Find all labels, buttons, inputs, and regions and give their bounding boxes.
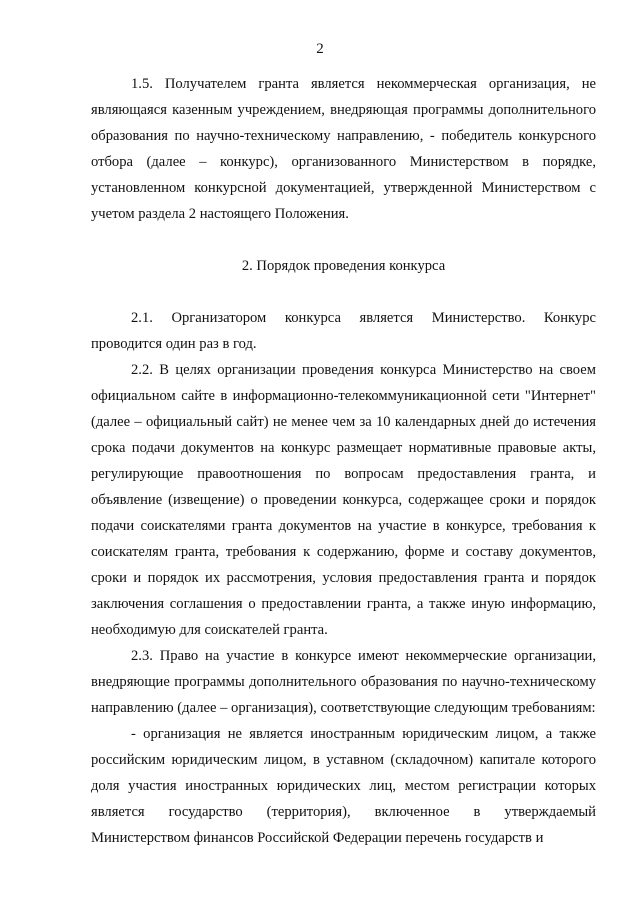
paragraph-requirement-1: - организация не является иностранным юридическим лицом, а также российским юридическим лицом, в уставном (складочном) капитале которого доля участия иностранных юридических лиц, местом регистрации которых является государство (территория), включенное в утверждаемый Министерством финансов Российской Федерации перечень государств и bbox=[91, 726, 596, 846]
paragraph-2-3: 2.3. Право на участие в конкурсе имеют некоммерческие организации, внедряющие программы дополнительного образования по научно-техническому направлению (далее – организация), соответствующие следующим требованиям: bbox=[91, 648, 596, 716]
paragraph-1-5: 1.5. Получателем гранта является некоммерческая организация, не являющаяся казенным учреждением, внедряющая программы дополнительного образования по научно-техническому направлению, - победитель конкурсного отбора (далее – конкурс), организованного Министерством в порядке, установленном конкурсной документацией, утвержденной Министерством с учетом раздела 2 настоящего Положения. bbox=[91, 76, 596, 222]
document-body bbox=[91, 71, 596, 851]
paragraph-2-1: 2.1. Организатором конкурса является Министерство. Конкурс проводится один раз в год. bbox=[91, 310, 596, 352]
section-heading: 2. Порядок проведения конкурса bbox=[241, 258, 446, 274]
page-number: 2 bbox=[316, 41, 324, 57]
paragraph-2-2: 2.2. В целях организации проведения конкурса Министерство на своем официальном сайте в информационно-телекоммуникационной сети "Интернет" (далее – официальный сайт) не менее чем за 10 календарных дней до истечения срока подачи документов на конкурс размещает нормативные правовые акты, регулирующие правоотношения по вопросам предоставления гранта, и объявление (извещение) о проведении конкурса, содержащее сроки и порядок подачи соискателями гранта документов на участие в конкурсе, требования к соискателям гранта, требования к содержанию, форме и составу документов, сроки и порядок их рассмотрения, условия предоставления гранта и порядок заключения соглашения о предоставлении гранта, а также иную информацию, необходимую для соискателей гранта. bbox=[91, 362, 596, 638]
